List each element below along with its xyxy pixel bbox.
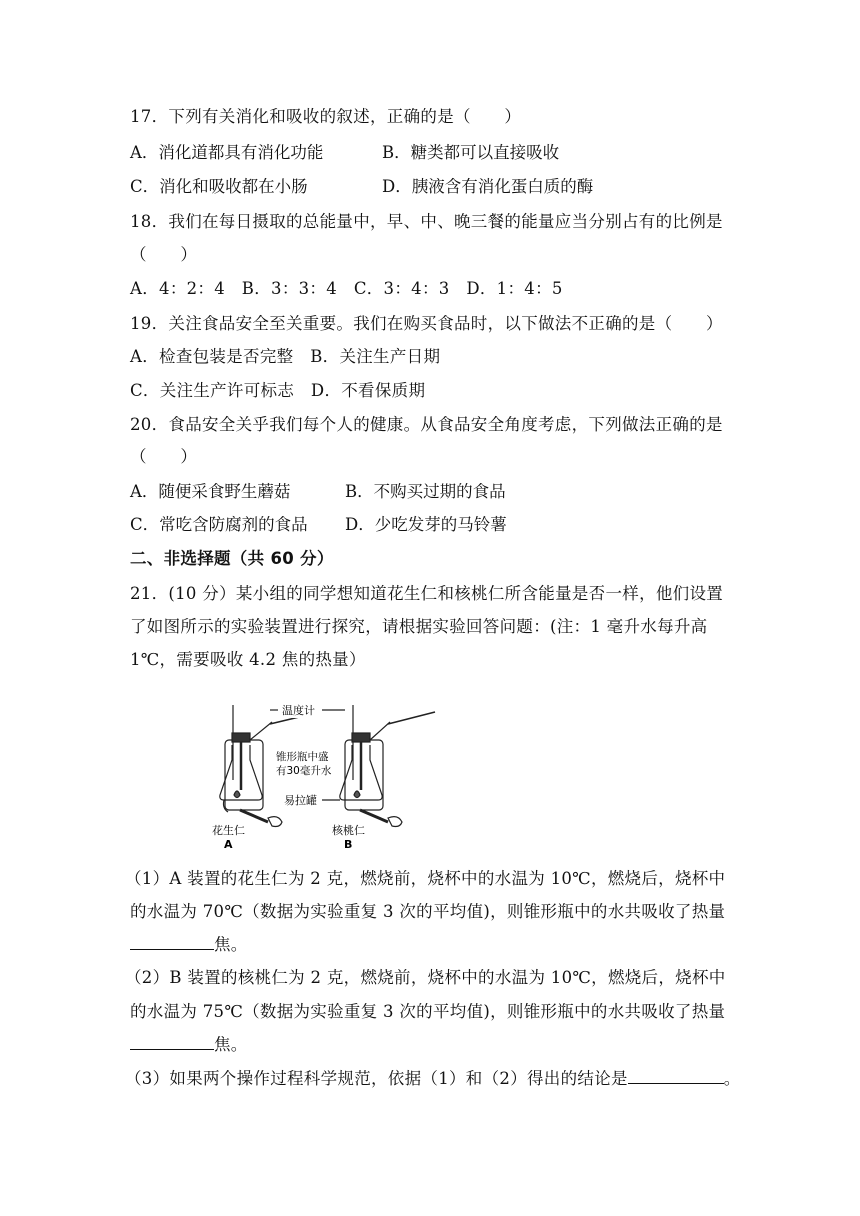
answer-blank-1[interactable] — [130, 935, 214, 950]
q21-line3: 1℃，需要吸收 4.2 焦的热量） — [130, 650, 366, 669]
answer-blank-2[interactable] — [130, 1035, 214, 1050]
q21-p3-text: （3）如果两个操作过程科学规范，依据（1）和（2）得出的结论是 — [125, 1069, 628, 1088]
q17-option-b: B．糖类都可以直接吸收 — [382, 143, 560, 162]
q18-paren: （ ） — [130, 245, 198, 264]
q20-option-c: C．常吃含防腐剂的食品 — [130, 515, 308, 534]
q19-options-row2: C．关注生产许可标志 D．不看保质期 — [130, 381, 426, 400]
label-b: B — [344, 838, 353, 850]
q20-option-b: B．不购买过期的食品 — [345, 482, 506, 501]
q21-line2: 了如图所示的实验装置进行探究，请根据实验回答问题：(注：1 毫升水每升高 — [130, 617, 708, 636]
q21-p1-answer — [130, 931, 248, 955]
q20-paren: （ ） — [130, 447, 198, 466]
q21-p3 — [125, 1065, 741, 1089]
q19-options-row1: A．检查包装是否完整 B．关注生产日期 — [130, 347, 441, 366]
q17-option-a: A．消化道都具有消化功能 — [130, 143, 324, 162]
q17-option-c: C．消化和吸收都在小肠 — [130, 177, 308, 196]
label-peanut: 花生仁 — [212, 824, 245, 837]
label-can: 易拉罐 — [284, 794, 317, 807]
q21-p2-answer — [130, 1031, 248, 1055]
label-thermometer: 温度计 — [282, 704, 315, 717]
q18-stem: 18．我们在每日摄取的总能量中，早、中、晚三餐的能量应当分别占有的比例是 — [130, 212, 723, 231]
label-flask-2: 有30毫升水 — [276, 765, 332, 777]
section-title: 二、非选择题（共 60 分） — [130, 549, 334, 568]
label-walnut: 核桃仁 — [332, 824, 365, 837]
q21-p2-tail: 焦。 — [214, 1035, 248, 1054]
q21-p3-tail: 。 — [723, 1069, 741, 1088]
q21-p1-line1: （1）A 装置的花生仁为 2 克，燃烧前，烧杯中的水温为 10℃，燃烧后，烧杯中 — [125, 869, 726, 888]
label-flask-1: 锥形瓶中盛 — [276, 751, 329, 763]
q17-option-d: D．胰液含有消化蛋白质的酶 — [382, 177, 594, 196]
q18-options: A．4：2：4 B．3：3：4 C．3：4：3 D．1：4：5 — [130, 279, 563, 298]
label-a: A — [224, 838, 233, 850]
q20-stem: 20．食品安全关乎我们每个人的健康。从食品安全角度考虑，下列做法正确的是 — [130, 415, 723, 434]
q21-p2-line1: （2）B 装置的核桃仁为 2 克，燃烧前，烧杯中的水温为 10℃，燃烧后，烧杯中 — [125, 968, 726, 987]
q21-p1-line2: 的水温为 70℃（数据为实验重复 3 次的平均值)，则锥形瓶中的水共吸收了热量 — [130, 902, 726, 921]
q19-stem: 19．关注食品安全至关重要。我们在购买食品时，以下做法不正确的是（ ） — [130, 314, 723, 333]
q21-line1: 21．(10 分）某小组的同学想知道花生仁和核桃仁所含能量是否一样，他们设置 — [130, 584, 724, 603]
q20-option-a: A．随便采食野生蘑菇 — [130, 482, 291, 501]
q20-option-d: D．少吃发芽的马铃薯 — [345, 515, 507, 534]
q21-p1-tail: 焦。 — [214, 935, 248, 954]
experiment-figure — [210, 700, 446, 850]
q21-p2-line2: 的水温为 75℃（数据为实验重复 3 次的平均值)，则锥形瓶中的水共吸收了热量 — [130, 1002, 726, 1021]
answer-blank-3[interactable] — [628, 1069, 724, 1084]
q17-stem: 17．下列有关消化和吸收的叙述，正确的是（ ） — [130, 107, 522, 126]
